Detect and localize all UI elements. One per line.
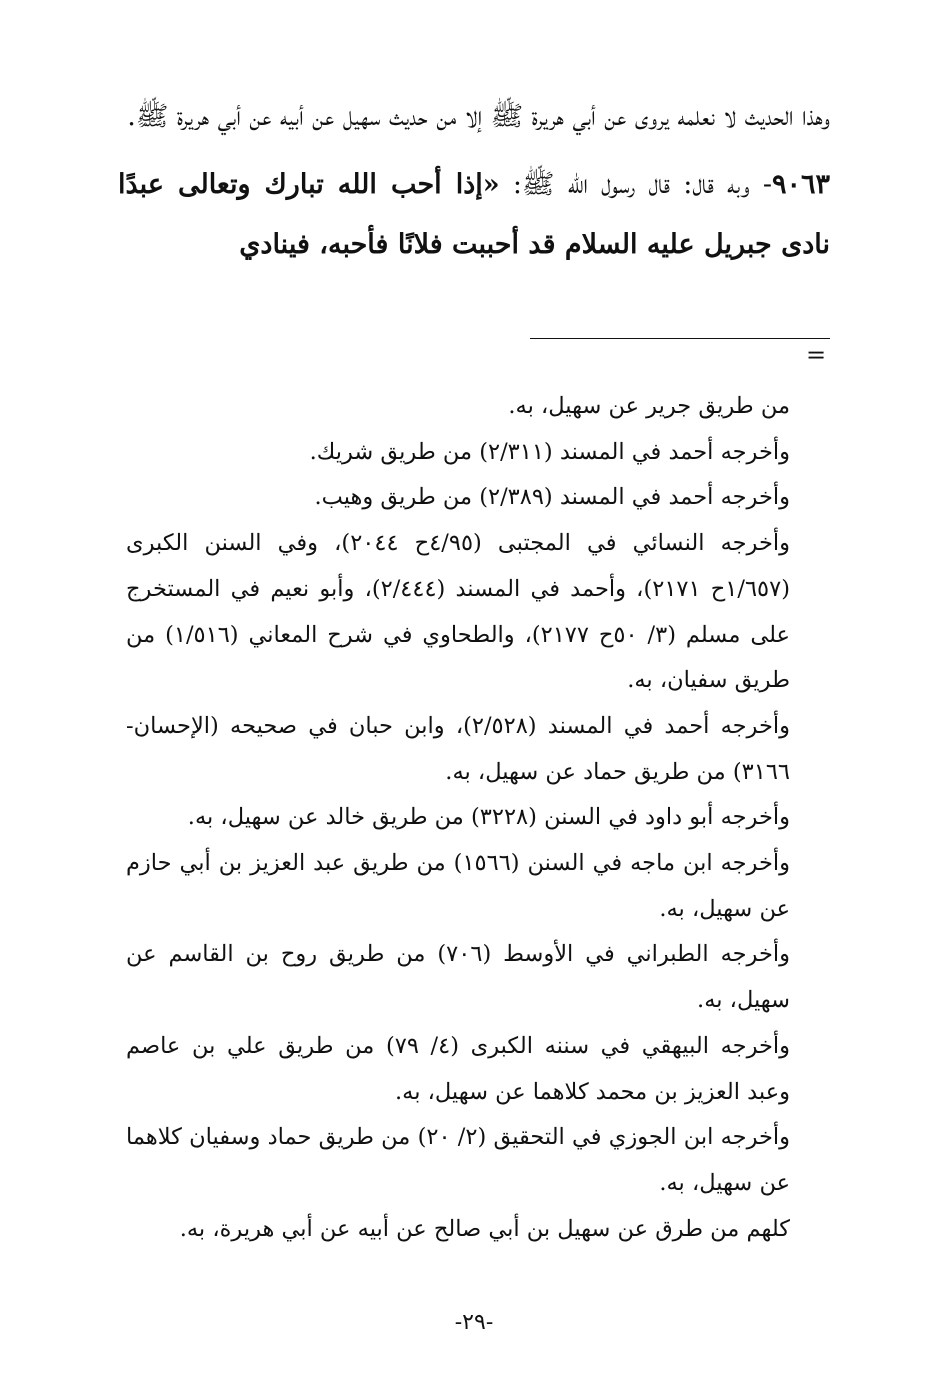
- continuation-mark: =: [806, 341, 827, 369]
- footnote-line: وأخرجه أحمد في المسند (٢/٣١١) من طريق شريك.: [309, 438, 790, 465]
- footnote-line: من طريق جرير عن سهيل، به.: [508, 393, 790, 419]
- page-number: -٢٩-: [454, 1310, 494, 1335]
- footnote-divider: [530, 338, 830, 339]
- commentary-paragraph: وهذا الحديث لا نعلمه يروى عن أبي هريرة ﷺ إلا من حديث سهيل عن أبيه عن أبي هريرة ﷺ.: [127, 101, 830, 132]
- footnote-line: وأخرجه البيهقي في سننه الكبرى (٤/ ٧٩) من طريق علي بن عاصم وعبد العزيز بن محمد كلاهما عن سهيل، به.: [126, 1032, 791, 1105]
- hadith-intro: - وبه قال: قال رسول الله ﷺ:: [499, 169, 772, 200]
- footnote-line: وأخرجه ابن الجوزي في التحقيق (٢/ ٢٠) من طريق حماد وسفيان كلاهما عن سهيل، به.: [126, 1124, 791, 1196]
- footnote-line: وأخرجه أحمد في المسند (٢/٣٨٩) من طريق وهيب.: [314, 484, 790, 511]
- footnote-line: وأخرجه النسائي في المجتبى (٤/٩٥ح ٢٠٤٤)، وفي السنن الكبرى (١/٦٥٧ح ٢١٧١)، وأحمد في المسند (٢/٤٤٤)، وأبو نعيم في المستخرج على مسلم (٣/ ٥٠ح ٢١٧٧)، والطحاوي في شرح المعاني (١/٥١٦) من طريق سفيان، به.: [126, 530, 790, 694]
- footnote-line: وأخرجه أبو داود في السنن (٣٢٢٨) من طريق خالد عن سهيل، به.: [187, 804, 790, 831]
- footnote-line: كلهم من طرق عن سهيل بن أبي صالح عن أبيه عن أبي هريرة، به.: [179, 1215, 790, 1242]
- main-text: [118, 88, 830, 275]
- footnotes: [126, 384, 790, 1252]
- footnote-line: وأخرجه ابن ماجه في السنن (١٥٦٦) من طريق عبد العزيز بن أبي حازم عن سهيل، به.: [126, 850, 791, 922]
- hadith-paragraph: [118, 155, 830, 275]
- footnote-line: وأخرجه الطبراني في الأوسط (٧٠٦) من طريق روح بن القاسم عن سهيل، به.: [126, 941, 790, 1014]
- hadith-number: ٩٠٦٣: [771, 169, 830, 200]
- hadith-quote: «إذا أحب الله تبارك وتعالى عبدًا نادى جبريل عليه السلام قد أحببت فلانًا فأحبه، فينادي: [118, 169, 830, 260]
- footnote-line: وأخرجه أحمد في المسند (٢/٥٢٨)، وابن حبان في صحيحه (الإحسان- ٣١٦٦) من طريق حماد عن سهيل، به.: [126, 712, 790, 785]
